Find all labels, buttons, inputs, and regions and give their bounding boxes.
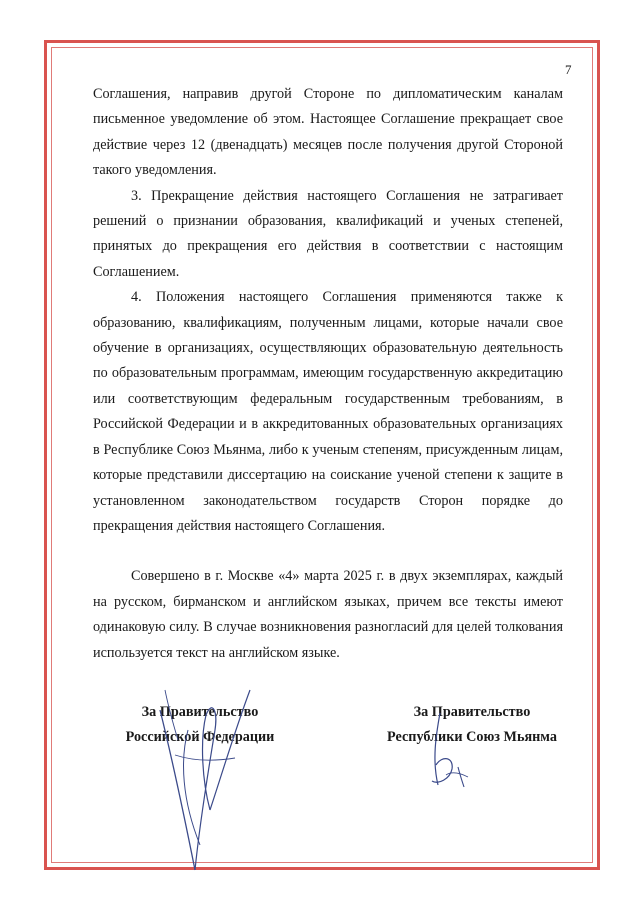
document-body (93, 82, 563, 666)
paragraph-clause-4: 4. Положения настоящего Соглашения применяются также к образованию, квалификациям, полученным лицами, которые начали свое обучение в организациях, осуществляющих образовательную деятельность по образовательным программам, имеющим государственную аккредитацию или соответствующим федеральным государственным требованиям, в Российской Федерации и в аккредитованных образовательных организациях в Республике Союз Мьянма, либо к ученым степеням, присужденным лицам, которые представили диссертацию на соискание ученой степени к защите в установленном законодательством государств Сторон порядке до прекращения действия настоящего Соглашения. (93, 289, 563, 534)
paragraph-clause-3: 3. Прекращение действия настоящего Соглашения не затрагивает решений о признании образования, квалификаций и ученых степеней, принятых до прекращения его действия в соответствии с настоящим Соглашением. (93, 187, 563, 280)
signature-label-line1: За Правительство (141, 704, 259, 720)
signature-label-line1: За Правительство (413, 704, 531, 720)
signature-label-line2: Российской Федерации (125, 729, 275, 745)
handwritten-signature-myanmar (418, 705, 478, 795)
page-number: 7 (565, 62, 572, 77)
handwritten-signature-russia (140, 670, 270, 880)
paragraph-execution: Совершено в г. Москве «4» марта 2025 г. в двух экземплярах, каждый на русском, бирманском и английском языках, причем все тексты имеют одинаковую силу. В случае возникновения разногласий для целей толкования используется текст на английском языке. (93, 568, 563, 661)
paragraph-continuation: Соглашения, направив другой Стороне по дипломатическим каналам письменное уведомление об этом. Настоящее Соглашение прекращает свое действие через 12 (двенадцать) месяцев после получения другой Стороной такого уведомления. (93, 86, 563, 179)
signature-label-line2: Республики Союз Мьянма (387, 729, 557, 745)
